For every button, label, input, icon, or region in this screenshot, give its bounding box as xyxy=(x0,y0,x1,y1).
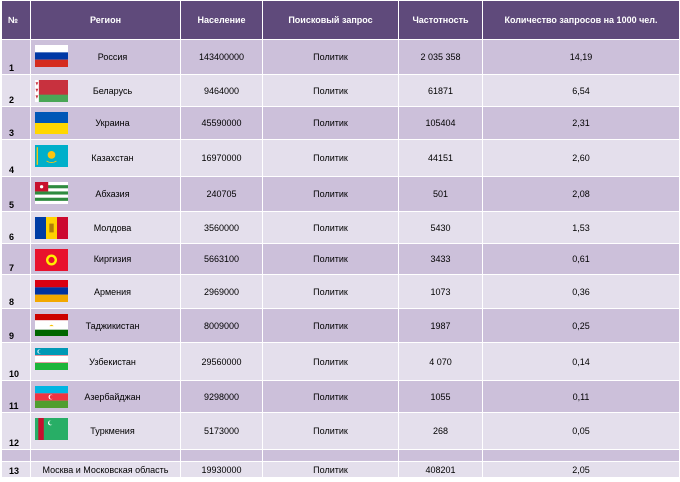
row-per1000: 0,14 xyxy=(483,343,680,381)
row-region xyxy=(31,40,181,75)
row-number: 8 xyxy=(2,275,31,309)
row-number: 9 xyxy=(2,309,31,343)
region-name: Москва и Московская область xyxy=(42,464,169,475)
table-row xyxy=(2,343,680,381)
row-population: 2969000 xyxy=(181,275,263,309)
table-row xyxy=(2,140,680,177)
spacer-cell xyxy=(399,450,483,462)
header-row xyxy=(2,1,680,40)
row-query: Политик xyxy=(263,244,399,275)
header-frequency: Частотность xyxy=(399,1,483,40)
row-frequency: 61871 xyxy=(399,75,483,107)
kyrgyzstan-flag-icon xyxy=(33,249,70,271)
table-row xyxy=(2,107,680,140)
row-query: Политик xyxy=(263,381,399,413)
row-number: 12 xyxy=(2,413,31,450)
ukraine-flag-icon xyxy=(33,112,70,134)
row-per1000: 6,54 xyxy=(483,75,680,107)
belarus-flag-icon xyxy=(33,80,70,102)
row-number: 5 xyxy=(2,177,31,212)
row-frequency: 105404 xyxy=(399,107,483,140)
row-number: 1 xyxy=(2,40,31,75)
row-number: 10 xyxy=(2,343,31,381)
row-per1000: 0,25 xyxy=(483,309,680,343)
row-per1000: 14,19 xyxy=(483,40,680,75)
frequency-table xyxy=(1,0,680,478)
row-frequency: 1073 xyxy=(399,275,483,309)
row-query: Политик xyxy=(263,75,399,107)
row-region xyxy=(31,413,181,450)
row-per1000: 0,11 xyxy=(483,381,680,413)
region-name: Армения xyxy=(93,286,132,297)
row-query: Политик xyxy=(263,309,399,343)
row-region xyxy=(31,212,181,244)
row-population: 9464000 xyxy=(181,75,263,107)
row-per1000: 2,08 xyxy=(483,177,680,212)
row-frequency: 4 070 xyxy=(399,343,483,381)
region-name: Киргизия xyxy=(93,254,132,264)
row-query: Политик xyxy=(263,413,399,450)
row-population: 29560000 xyxy=(181,343,263,381)
row-number: 2 xyxy=(2,75,31,107)
row-frequency: 2 035 358 xyxy=(399,40,483,75)
row-population: 16970000 xyxy=(181,140,263,177)
row-query: Политик xyxy=(263,462,399,478)
armenia-flag-icon xyxy=(33,280,70,302)
spacer-cell xyxy=(2,450,31,462)
region-name: Туркмения xyxy=(90,426,135,436)
table-row xyxy=(2,309,680,343)
kazakhstan-flag-icon xyxy=(33,145,70,167)
row-query: Политик xyxy=(263,140,399,177)
moldova-flag-icon xyxy=(33,217,70,239)
uzbekistan-flag-icon xyxy=(33,348,70,370)
row-frequency: 3433 xyxy=(399,244,483,275)
row-per1000: 0,36 xyxy=(483,275,680,309)
spacer-cell xyxy=(181,450,263,462)
row-population: 3560000 xyxy=(181,212,263,244)
header-per1000: Количество запросов на 1000 чел. xyxy=(483,1,680,40)
row-population: 5173000 xyxy=(181,413,263,450)
table-row xyxy=(2,40,680,75)
row-region xyxy=(31,107,181,140)
row-per1000: 1,53 xyxy=(483,212,680,244)
region-name: Абхазия xyxy=(95,189,130,199)
row-frequency: 268 xyxy=(399,413,483,450)
row-region xyxy=(31,177,181,212)
region-name: Россия xyxy=(97,52,128,62)
row-query: Политик xyxy=(263,212,399,244)
row-frequency: 408201 xyxy=(399,462,483,478)
table-row xyxy=(2,212,680,244)
row-region xyxy=(31,343,181,381)
row-number: 3 xyxy=(2,107,31,140)
row-query: Политик xyxy=(263,275,399,309)
row-number: 6 xyxy=(2,212,31,244)
row-region xyxy=(31,140,181,177)
header-query: Поисковый запрос xyxy=(263,1,399,40)
spacer-cell xyxy=(31,450,181,462)
row-number: 13 xyxy=(2,462,31,478)
azerbaijan-flag-icon xyxy=(33,386,70,408)
region-name: Украина xyxy=(95,118,130,128)
row-population: 240705 xyxy=(181,177,263,212)
table-row xyxy=(2,244,680,275)
region-name: Беларусь xyxy=(92,85,133,96)
region-name: Молдова xyxy=(93,222,132,233)
row-per1000: 2,31 xyxy=(483,107,680,140)
table-row xyxy=(2,275,680,309)
row-per1000: 2,05 xyxy=(483,462,680,478)
row-region xyxy=(31,462,181,478)
row-population: 143400000 xyxy=(181,40,263,75)
table-row xyxy=(2,413,680,450)
row-region xyxy=(31,75,181,107)
row-number: 11 xyxy=(2,381,31,413)
header-population: Население xyxy=(181,1,263,40)
table-row xyxy=(2,75,680,107)
row-query: Политик xyxy=(263,107,399,140)
table-row xyxy=(2,381,680,413)
row-number: 7 xyxy=(2,244,31,275)
row-population: 9298000 xyxy=(181,381,263,413)
row-frequency: 5430 xyxy=(399,212,483,244)
russia-flag-icon xyxy=(33,45,70,67)
row-population: 45590000 xyxy=(181,107,263,140)
row-query: Политик xyxy=(263,343,399,381)
row-population: 5663100 xyxy=(181,244,263,275)
row-region xyxy=(31,275,181,309)
abkhazia-flag-icon xyxy=(33,182,70,204)
row-region xyxy=(31,244,181,275)
region-name: Азербайджан xyxy=(84,391,141,402)
row-per1000: 2,60 xyxy=(483,140,680,177)
row-frequency: 1987 xyxy=(399,309,483,343)
spacer-cell xyxy=(483,450,680,462)
row-frequency: 1055 xyxy=(399,381,483,413)
row-frequency: 44151 xyxy=(399,140,483,177)
spacer-cell xyxy=(263,450,399,462)
row-number: 4 xyxy=(2,140,31,177)
header-num: № xyxy=(2,1,31,40)
row-region xyxy=(31,309,181,343)
summary-row xyxy=(2,462,680,478)
header-region: Регион xyxy=(31,1,181,40)
table-row xyxy=(2,177,680,212)
region-name: Узбекистан xyxy=(89,356,136,367)
row-population: 19930000 xyxy=(181,462,263,478)
region-name: Таджикистан xyxy=(85,320,140,331)
region-name: Казахстан xyxy=(91,153,134,163)
row-region xyxy=(31,381,181,413)
row-per1000: 0,61 xyxy=(483,244,680,275)
row-frequency: 501 xyxy=(399,177,483,212)
row-query: Политик xyxy=(263,177,399,212)
turkmenistan-flag-icon xyxy=(33,418,70,440)
spacer-row xyxy=(2,450,680,462)
tajikistan-flag-icon xyxy=(33,314,70,336)
row-query: Политик xyxy=(263,40,399,75)
row-population: 8009000 xyxy=(181,309,263,343)
row-per1000: 0,05 xyxy=(483,413,680,450)
